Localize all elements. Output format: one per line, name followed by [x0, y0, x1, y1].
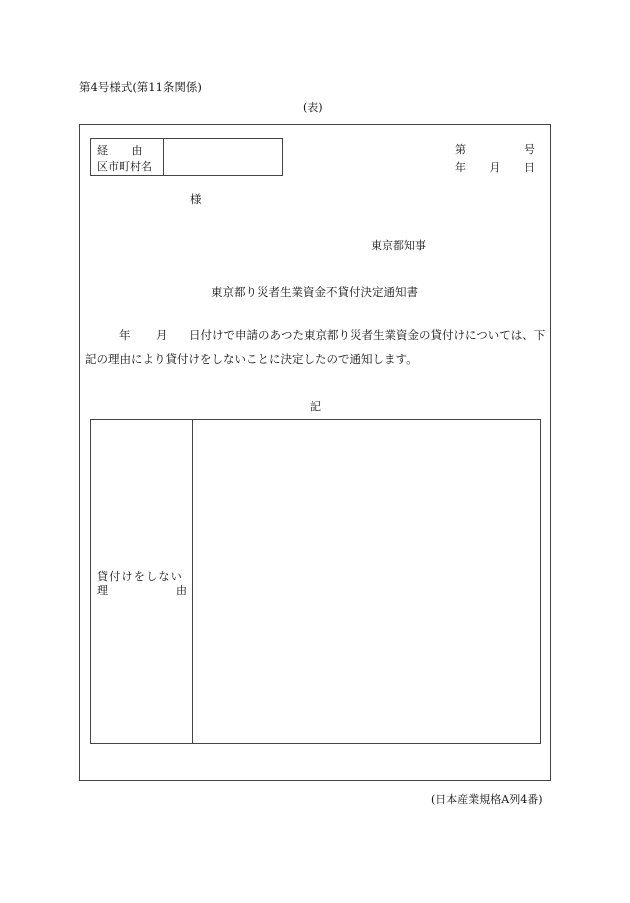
doc-date-day: 日: [524, 161, 535, 174]
side-label: (表): [303, 101, 323, 114]
reason-box: [90, 419, 541, 744]
issuer: 東京都知事: [371, 239, 426, 252]
body-line1-rest: 日付けで申請のあつた東京都り災者生業資金の貸付けについては、下: [189, 328, 546, 342]
doc-date-year: 年: [455, 161, 466, 174]
form-number: 第4号様式(第11条関係): [79, 80, 202, 94]
reason-label-line2: [97, 585, 187, 596]
routing-divider: [163, 139, 164, 175]
doc-number-row: [455, 144, 535, 155]
reason-label-yu: 由: [176, 584, 187, 597]
footer-note: (日本産業規格A列4番): [431, 793, 543, 806]
routing-label-line2: 区市町村名: [97, 160, 152, 173]
reason-label-ri: 理: [97, 584, 108, 597]
body-month: 月: [156, 328, 168, 342]
reason-divider: [192, 420, 193, 743]
ki-heading: 記: [310, 400, 321, 413]
routing-box: [90, 138, 283, 176]
reason-label-line1: 貸付けをしない: [97, 570, 184, 583]
doc-number-prefix: 第: [455, 143, 466, 156]
doc-date-month: 月: [489, 161, 501, 174]
body-line-2: 記の理由により貸付けをしないことに決定したので通知します。: [85, 352, 418, 366]
body-year: 年: [119, 328, 131, 342]
doc-number-suffix: 号: [524, 143, 535, 156]
document-title: 東京都り災者生業資金不貸付決定通知書: [211, 285, 418, 299]
doc-date-row: [455, 162, 535, 173]
addressee-suffix: 様: [190, 192, 202, 206]
routing-label-line1: 経 由: [97, 144, 143, 157]
